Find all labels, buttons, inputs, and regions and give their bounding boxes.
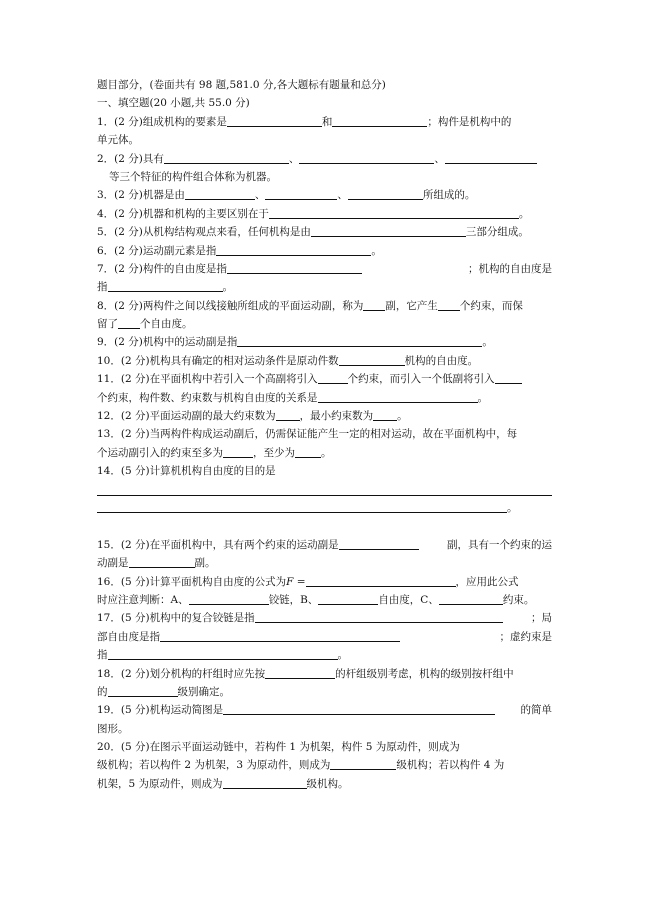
question-20-cont: 级机构；若以构件 2 为机架，3 为原动件，则成为 级机构；若以构件 4 为 <box>97 759 505 772</box>
question-6: 6．(2 分)运动副元素是指 。 <box>97 244 382 257</box>
answer-blank <box>318 390 478 403</box>
answer-blank <box>339 537 419 550</box>
question-16: 16．(5 分)计算平面机构自由度的公式为F = ，应用此公式 <box>97 575 519 588</box>
question-14-cont: 。 <box>97 499 552 517</box>
question-13: 13．(2 分)当两构件构成运动副后，仍需保证能产生一定的相对运动，故在平面机构中，每 <box>97 428 518 441</box>
question-1-cont: 单元体。 <box>97 134 139 147</box>
question-10: 10．(2 分)机构具有确定的相对运动条件是原动件数 机构的自由度。 <box>97 354 479 367</box>
answer-blank <box>348 187 423 200</box>
formula-symbol: F <box>286 575 294 588</box>
exam-page <box>97 76 552 793</box>
answer-blank <box>97 483 552 496</box>
answer-blank <box>318 592 378 605</box>
answer-blank <box>332 114 427 127</box>
question-20: 20．(5 分)在图示平面运动链中，若构件 1 为机架，构件 5 为原动件，则成为 <box>97 741 460 754</box>
question-15-cont: 动副是 副。 <box>97 557 216 570</box>
question-2: 2．(2 分)具有 、 、 <box>97 150 552 168</box>
question-2-cont: 等三个特征的构件组合体称为机器。 <box>109 170 277 183</box>
question-5: 5．(2 分)从机构结构观点来看，任何机构是由 三部分组成。 <box>97 226 529 239</box>
question-17: 17．(5 分)机构中的复合铰链是指 ；局 <box>97 612 552 625</box>
question-18-cont: 的 级别确定。 <box>97 685 230 698</box>
answer-blank <box>189 592 269 605</box>
section-title: 一、填空题(20 小题,共 55.0 分) <box>97 97 250 110</box>
answer-blank <box>237 334 482 347</box>
spacer <box>97 517 552 535</box>
question-3: 3．(2 分)机器是由 、 、 所组成的。 <box>97 189 476 202</box>
question-4: 4．(2 分)机器和机构的主要区别在于 。 <box>97 207 530 220</box>
question-11: 11．(2 分)在平面机构中若引入一个高副将引入 个约束，而引入一个低副将引入 <box>97 370 552 388</box>
answer-blank <box>108 647 338 660</box>
answer-blank <box>373 408 397 421</box>
answer-blank <box>164 151 289 164</box>
question-1: 1．(2 分)组成机构的要素是 和 ；构件是机构中的 <box>97 115 512 128</box>
question-15: 15．(2 分)在平面机构中，具有两个约束的运动副是 副，具有一个约束的运 <box>97 538 552 551</box>
answer-blank <box>306 574 456 587</box>
answer-blank <box>495 371 522 384</box>
answer-blank <box>223 702 495 715</box>
answer-blank <box>445 151 537 164</box>
question-13-cont: 个运动副引入的约束至多为 ，至少为 。 <box>97 446 332 459</box>
answer-blank <box>223 776 307 789</box>
answer-blank <box>276 408 300 421</box>
answer-blank <box>318 371 348 384</box>
question-19: 19．(5 分)机构运动简图是 的简单 <box>97 704 552 717</box>
answer-blank <box>160 629 400 642</box>
question-19-cont: 图形。 <box>97 722 129 735</box>
answer-blank <box>311 224 466 237</box>
answer-blank <box>299 151 434 164</box>
question-16-cont: 时应注意判断：A、 铰链，B、 自由度，C、 约束。 <box>97 593 535 606</box>
answer-blank <box>97 500 507 513</box>
answer-blank <box>330 757 396 770</box>
question-8: 8．(2 分)两构件之间以线接触所组成的平面运动副，称为 副，它产生 个约束，而保 <box>97 299 523 312</box>
answer-blank <box>265 187 337 200</box>
answer-blank <box>363 298 385 311</box>
answer-blank <box>108 684 178 697</box>
question-8-cont: 留了 个自由度。 <box>97 318 193 331</box>
answer-blank <box>129 555 195 568</box>
answer-blank <box>216 243 371 256</box>
question-17-cont2: 指 。 <box>97 649 348 662</box>
answer-blank <box>438 298 460 311</box>
question-17-cont: 部自由度是指 ；虚约束是 <box>97 630 552 643</box>
answer-blank <box>439 592 503 605</box>
question-11-cont: 个约束，构件数、约束数与机构自由度的关系是 。 <box>97 391 488 404</box>
answer-blank <box>223 445 253 458</box>
question-9: 9．(2 分)机构中的运动副是指 。 <box>97 336 493 349</box>
question-12: 12．(2 分)平面运动副的最大约束数为 ，最小约束数为 。 <box>97 410 408 423</box>
answer-blank <box>108 279 223 292</box>
answer-blank <box>185 187 255 200</box>
answer-blank <box>255 610 503 623</box>
answer-blank <box>265 666 335 679</box>
question-7-cont: 指 。 <box>97 281 233 294</box>
answer-blank <box>227 114 322 127</box>
question-14-rule <box>97 481 552 499</box>
answer-blank <box>227 261 362 274</box>
question-18: 18．(2 分)划分机构的杆组时应先按 的杆组级别考虑，机构的级别按杆组中 <box>97 667 514 680</box>
answer-blank <box>118 316 140 329</box>
question-14: 14．(5 分)计算机机构自由度的目的是 <box>97 465 276 478</box>
answer-blank <box>269 206 519 219</box>
answer-blank <box>339 353 405 366</box>
question-20-cont2: 机架，5 为原动件，则成为 级机构。 <box>97 777 349 790</box>
answer-blank <box>295 445 321 458</box>
exam-summary: 题目部分，(卷面共有 98 题,581.0 分,各大题标有题量和总分) <box>97 79 386 91</box>
question-7: 7．(2 分)构件的自由度是指 ；机构的自由度是 <box>97 262 552 275</box>
